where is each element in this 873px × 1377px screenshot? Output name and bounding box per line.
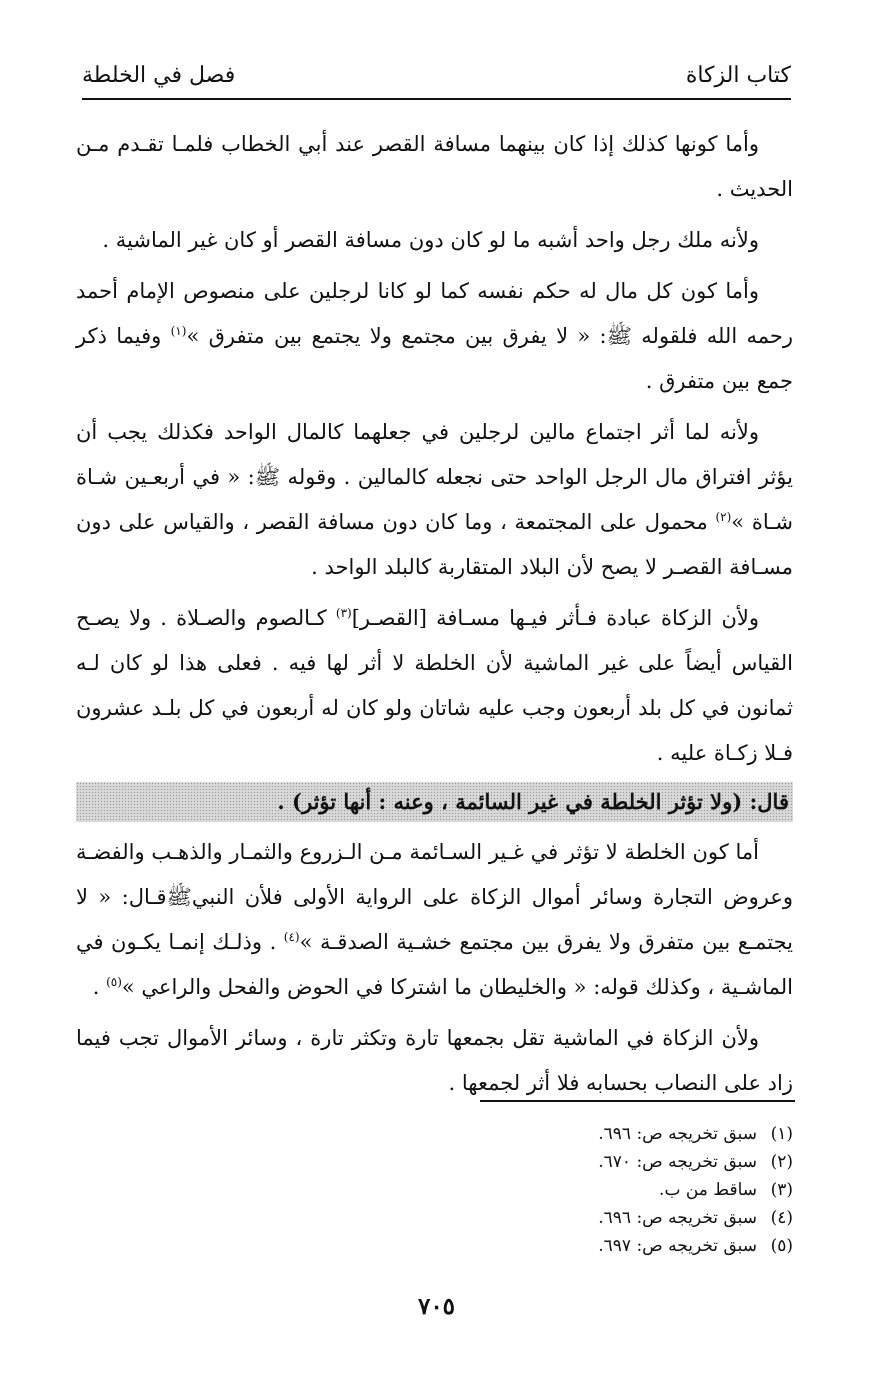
footnote-3 <box>433 1176 793 1204</box>
book-title: كتاب الزكاة <box>685 62 791 88</box>
footnote-text: سبق تخريجه ص: ٦٩٦. <box>598 1124 757 1144</box>
footnote-mark-2: (٢) <box>715 510 732 524</box>
paragraph-4: ولأنه لما أثر اجتماع مالين لرجلين في جعلهما كالمال الواحد فكذلك يجب أن يؤثر افتراق مال الرجل الواحد حتى نجعله كالمالين . وقوله ﷺ: « في أربعـين شـاة شـاة »$^{(٢)}$ محمول على المجتمعة ، وما كان دون مسافة القصر ، والقياس على دون مسـافة القصـر لا يصح لأن البلاد المتقاربة كالبلد الواحد . <box>76 420 793 579</box>
footnote-divider <box>480 1100 795 1102</box>
body-text <box>76 122 793 1112</box>
page-number: ٧٠٥ <box>417 1293 456 1320</box>
footnote-mark-5: (٥) <box>106 975 122 989</box>
footnote-2 <box>433 1148 793 1176</box>
section-paragraph-1: أما كون الخلطة لا تؤثر في غـير السـائمة مـن الـزروع والثمـار والذهـب والفضـة وعروض التجارة وسائر أموال الزكاة على الرواية الأولى فلأن النبيﷺقـال: « لا يجتمـع بين متفرق ولا يفرق بين مجتمع خشـية الصدقـة »$^{(٤)}$ . وذلـك إنمـا يكـون في الماشـية ، وكذلك قوله: « والخليطان ما اشتركا في الحوض والفحل والراعي »$^{(٥)}$ . <box>76 840 793 999</box>
footnote-number: (٣) <box>770 1180 793 1200</box>
footnote-1 <box>433 1120 793 1148</box>
footnote-number: (٢) <box>770 1152 793 1172</box>
running-head <box>82 52 791 100</box>
footnote-text: سبق تخريجه ص: ٦٧٠. <box>598 1152 757 1172</box>
chapter-title: فصل في الخلطة <box>82 62 236 88</box>
paragraph-2: ولأنه ملك رجل واحد أشبه ما لو كان دون مسافة القصر أو كان غير الماشية . <box>102 228 759 252</box>
section-heading: قال: (ولا تؤثر الخلطة في غير السائمة ، وعنه : أنها تؤثر) . <box>76 782 793 822</box>
footnote-number: (١) <box>770 1124 793 1144</box>
section-paragraph-2: ولأن الزكاة في الماشية تقل بجمعها تارة وتكثر تارة ، وسائر الأموال تجب فيما زاد على النصاب بحسابه فلا أثر لجمعها . <box>76 1026 793 1095</box>
footnotes <box>433 1120 793 1260</box>
footnote-mark-3: (٣) <box>335 606 352 620</box>
footnote-5 <box>433 1232 793 1260</box>
footnote-4 <box>433 1204 793 1232</box>
footnote-mark-4: (٤) <box>283 930 300 944</box>
footnote-mark-1: (١) <box>170 324 187 338</box>
footnote-number: (٥) <box>770 1236 793 1256</box>
footnote-text: سبق تخريجه ص: ٦٩٧. <box>598 1236 757 1256</box>
paragraph-3: وأما كون كل مال له حكم نفسه كما لو كانا لرجلين على منصوص الإمام أحمد رحمه الله فلقوله ﷺ: « لا يفرق بين مجتمع ولا يجتمع بين متفرق »$^{(١)}$ وفيما ذكر جمع بين متفرق . <box>76 279 793 393</box>
footnote-text: سبق تخريجه ص: ٦٩٦. <box>598 1208 757 1228</box>
footnote-number: (٤) <box>770 1208 793 1228</box>
paragraph-1: وأما كونها كذلك إذا كان بينهما مسافة القصر عند أبي الخطاب فلمـا تقـدم مـن الحديث . <box>76 132 793 201</box>
footnote-text: ساقط من ب. <box>659 1180 757 1200</box>
paragraph-5: ولأن الزكاة عبادة فـأثر فيـها مسـافة [القصـر]$^{(٣)}$ كـالصوم والصـلاة . ولا يصـح القياس أيضاً على غير الماشية لأن الخلطة لا أثر لها فيه . فعلى هذا لو كان لـه ثمانون في كل بلد أربعون وجب عليه شاتان ولو كان له أربعون في كل بلـد عشرون فـلا زكـاة عليه . <box>76 606 793 765</box>
